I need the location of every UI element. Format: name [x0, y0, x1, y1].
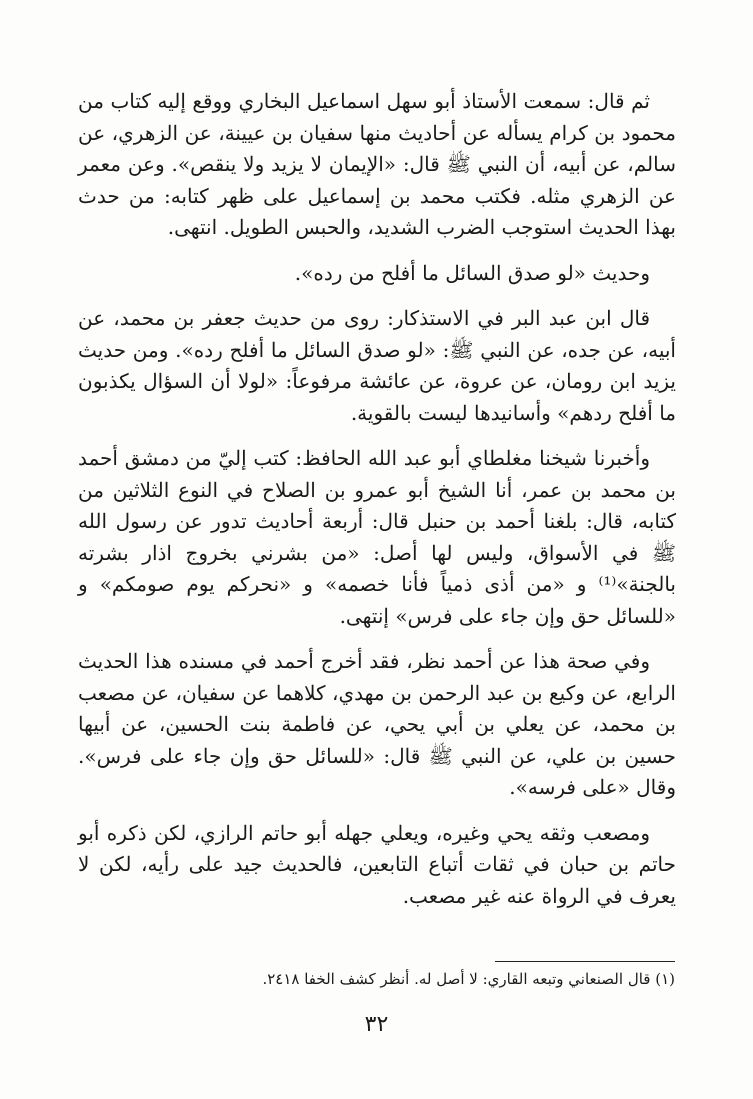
- paragraph-3: قال ابن عبد البر في الاستذكار: روى من حديث جعفر بن محمد، عن أبيه، عن جده، عن النبي ﷺ: «لو صدق السائل ما أفلح رده». ومن حديث يزيد ابن رومان، عن عروة، عن عائشة مرفوعاً: «لولا أن السؤال يكذبون ما أفلح ردهم» وأسانيدها ليست بالقوية.: [78, 306, 676, 425]
- paragraph-4: وأخبرنا شيخنا مغلطاي أبو عبد الله الحافظ: كتب إليّ من دمشق أحمد بن محمد بن عمر، أنا الشيخ أبو عمرو بن الصلاح في النوع الثلاثين من كتابه، قال: بلغنا أحمد بن حنبل قال: أربعة أحاديث تدور عن رسول الله ﷺ في الأسواق، وليس لها أصل: «من بشرني بخروج اذار بشرته بالجنة»⁽¹⁾ و «من أذى ذمياً فأنا خصمه» و «نحركم يوم صومكم» و «للسائل حق وإن جاء على فرس» إنتهى.: [78, 446, 677, 628]
- paragraph-6: ومصعب وثقه يحي وغيره، ويعلي جهله أبو حاتم الرازي، لكن ذكره أبو حاتم بن حبان في ثقات أتباع التابعين، فالحديث جيد على رأيه، لكن لا يعرف في الرواة عنه غير مصعب.: [78, 820, 676, 908]
- paragraph-2: وحديث «لو صدق السائل ما أفلح من رده».: [294, 260, 650, 285]
- page-number: ٣٢: [364, 1012, 389, 1037]
- main-text: [78, 86, 676, 912]
- paragraph-1: ثم قال: سمعت الأستاذ أبو سهل اسماعيل البخاري ووقع إليه كتاب من محمود بن كرام يسأله عن أحاديث منها سفيان بن عيينة، عن الزهري، عن سالم، عن أبيه، أن النبي ﷺ قال: «الإيمان لا يزيد ولا ينقص». وعن معمر عن الزهري مثله. فكتب محمد بن إسماعيل على ظهر كتابه: من حدث بهذا الحديث استوجب الضرب الشديد، والحبس الطويل. انتهى.: [78, 89, 676, 239]
- paragraph-5: وفي صحة هذا عن أحمد نظر، فقد أخرج أحمد في مسنده هذا الحديث الرابع، عن وكيع بن عبد الرحمن بن مهدي، كلاهما عن سفيان، عن مصعب بن محمد، عن يعلي بن أبي يحي، عن فاطمة بنت الحسين، عن أبيها حسين بن علي، عن النبي ﷺ قال: «للسائل حق وإن جاء على فرس». وقال «على فرسه».: [78, 649, 676, 799]
- footnote: (١) قال الصنعاني وتبعه القاري: لا أصل له. أنظر كشف الخفا ٢٤١٨.: [262, 970, 675, 988]
- footnote-divider: [495, 961, 675, 962]
